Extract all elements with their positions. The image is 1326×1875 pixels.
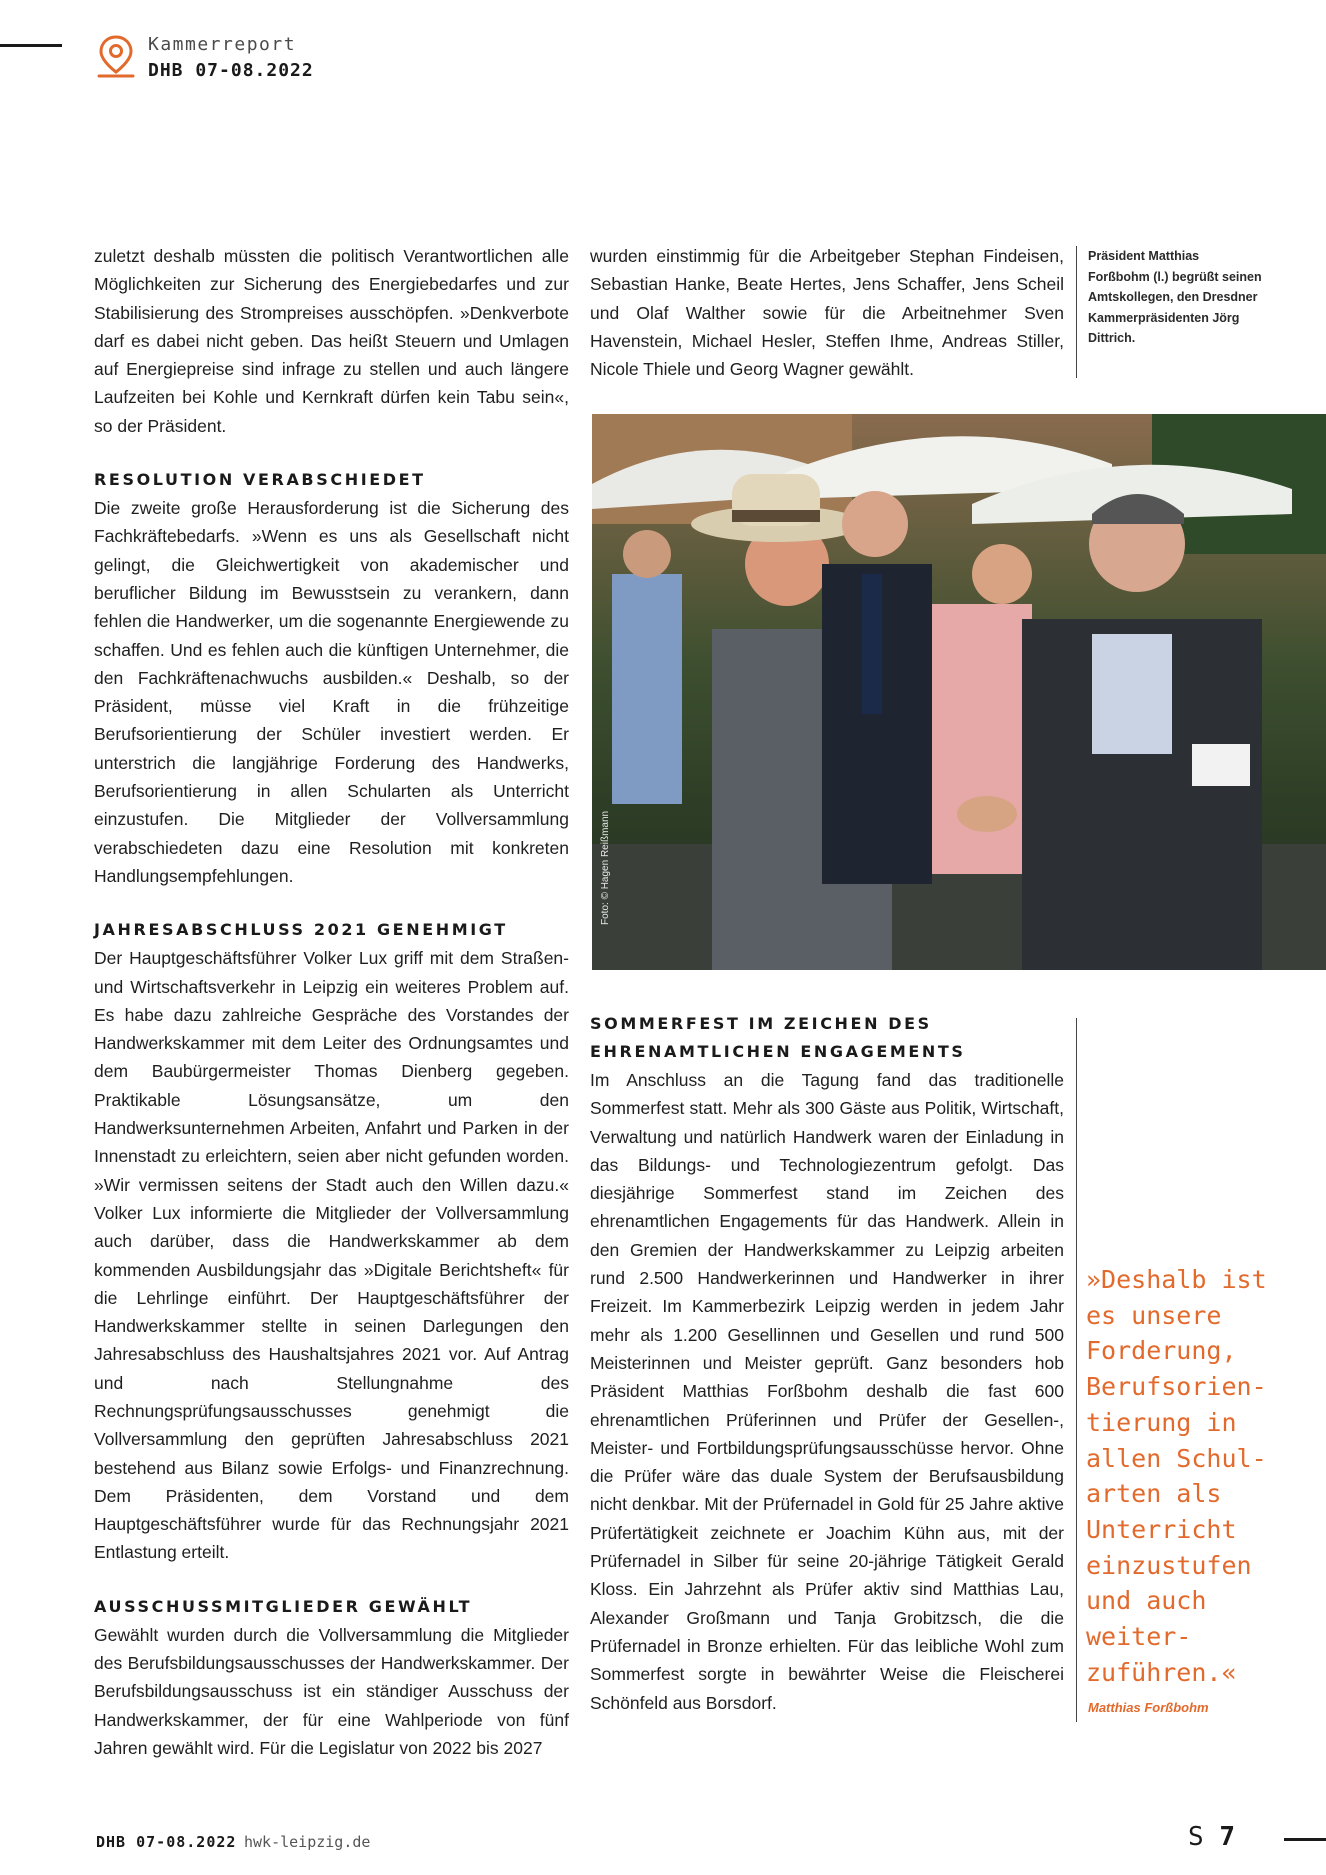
section-text-resolution: Die zweite große Herausforderung ist die Sicherung des Fachkräftebedarfs. »Wenn es uns als Gesellschaft nicht gelingt, die Gleichwertigkeit von akademischer und beruflicher Bildung im Bewusstsein zu verankern, dann fehlen die Handwerker, um die sogenannte Energiewende zu schaffen. Und es fehlen auch die künftigen Unternehmer, die den Fachkräftenachwuchs ausbilden.« Deshalb, so der Präsident, müsse viel Kraft in die frühzeitige Berufsorientierung der Schüler investiert werden. Er unterstrich die langjährige Forderung des Handwerks, Berufsorientierung in allen Schularten als Unterricht einzustufen. Die Mitglieder der Vollversammlung verabschiedeten dazu eine Resolution mit konkreten Handlungsempfehlungen. [94, 498, 569, 886]
article-column-2-bottom [590, 1010, 1064, 1717]
pull-quote: »Deshalb ist es unsere Forderung, Berufsorien-tierung in allen Schul-arten als Unterricht einzustufen und auch weiter-zuführen.« [1086, 1265, 1267, 1687]
photo-illustration [592, 414, 1326, 970]
footer-issue: DHB 07-08.2022 [96, 1833, 237, 1851]
section-heading-sommerfest-line2: EHRENAMTLICHEN ENGAGEMENTS [590, 1042, 966, 1061]
section-text-ausschuss: Gewählt wurden durch die Vollversammlung die Mitglieder des Berufsbildungsausschusses der Handwerkskammer. Der Berufsbildungsausschuss ist ein ständiger Ausschuss der Handwerkskammer, der für eine Wahlperiode von fünf Jahren gewählt wird. Für die Legislatur von 2022 bis 2027 [94, 1624, 569, 1758]
footer-rule [1284, 1838, 1326, 1841]
section-text-jahresabschluss: Der Hauptgeschäftsführer Volker Lux griff mit dem Straßen- und Wirtschaftsverkehr in Leipzig ein weiteres Problem auf. Es habe dazu zahlreiche Gespräche des Vorstandes der Handwerkskammer mit dem Leiter des Ordnungsamtes und dem Baubürgermeister Thomas Dienberg gegeben. Praktikable Lösungsansätze, um den Handwerksunternehmen Arbeiten, Anfahrt und Parken in der Innenstadt zu erleichtern, seien aber nicht gefunden worden. »Wir vermissen seitens der Stadt auch den Willen dazu.« Volker Lux informierte die Mitglieder der Vollversammlung auch darüber, dass die Handwerkskammer ab dem kommenden Ausbildungsjahr das »Digitale Berichtsheft« für die Lehrlinge einführt. Der Hauptgeschäftsführer der Handwerkskammer stellte in seinen Darlegungen den Jahresabschluss des Haushaltsjahres 2021 vor. Auf Antrag und nach Stellungnahme des Rechnungsprüfungsausschusses genehmigt die Vollversammlung den geprüften Jahresabschluss 2021 bestehend aus Bilanz sowie Erfolgs- und Finanzrechnung. Dem Präsidenten, dem Vorstand und dem Hauptgeschäftsführer wurde für das Rechnungsjahr 2021 Entlastung erteilt. [94, 948, 569, 1563]
event-photo [592, 414, 1326, 970]
section-text-sommerfest: Im Anschluss an die Tagung fand das traditionelle Sommerfest statt. Mehr als 300 Gäste aus Politik, Wirtschaft, Verwaltung und natürlich Handwerk waren der Einladung in das Bildungs- und Technologiezentrum gefolgt. Das diesjährige Sommerfest stand im Zeichen des ehrenamtlichen Engagements für das Handwerk. Allein in den Gremien der Handwerkskammer zu Leipzig arbeiten rund 2.500 Handwerkerinnen und Handwerker in ihrer Freizeit. Im Kammerbezirk Leipzig werden in jedem Jahr mehr als 1.200 Gesellinnen und Gesellen und rund 500 Meisterinnen und Meister geprüft. Ganz besonders hob Präsident Matthias Forßbohm deshalb die fast 600 ehrenamtlichen Prüferinnen und Prüfer der Gesellen-, Meister- und Fortbildungsprüfungsausschüsse hervor. Ohne die Prüfer wäre das duale System der Berufsausbildung nicht denkbar. Mit der Prüfernadel in Gold für 25 Jahre aktive Prüfertätigkeit zeichnete er Joachim Kühn aus, mit der Prüfernadel in Silber für seine 20-jährige Tätigkeit Gerald Kloss. Ein Jahrzehnt als Prüfer aktiv sind Matthias Lau, Alexander Großmann und Tanja Grobitzsch, die die Prüfernadel in Bronze erhielten. Für das leibliche Wohl zum Sommerfest sorgte in bewährter Weise die Fleischerei Schönfeld aus Borsdorf. [590, 1070, 1064, 1713]
page-prefix: S [1188, 1822, 1204, 1852]
caption-divider [1076, 246, 1077, 378]
pull-quote-author: Matthias Forßbohm [1088, 1700, 1209, 1715]
header-rule [0, 44, 62, 47]
article-column-2-top [590, 242, 1064, 383]
header-kicker: Kammerreport [148, 34, 297, 55]
photo-caption: Präsident Matthias Forßbohm (l.) begrüßt seinen Amtskollegen, den Dresdner Kammerpräsidenten Jörg Dittrich. [1088, 249, 1262, 345]
section-heading-resolution: RESOLUTION VERABSCHIEDET [94, 470, 426, 490]
section-heading-ausschuss: AUSSCHUSSMITGLIEDER GEWÄHLT [94, 1596, 473, 1616]
column-2-intro: wurden einstimmig für die Arbeitgeber Stephan Findeisen, Sebastian Hanke, Beate Hertes, Jens Schaffer, Jens Scheil und Olaf Walther sowie für die Arbeitnehmer Sven Havenstein, Michael Hesler, Steffen Ihme, Andreas Stiller, Nicole Thiele und Georg Wagner gewählt. [590, 246, 1064, 380]
photo-credit: Foto: © Hagen Reißmann [600, 810, 611, 925]
column-1-intro: zuletzt deshalb müssten die politisch Verantwortlichen alle Möglichkeiten zur Sicherung des Energiebedarfes und zur Stabilisierung des Strompreises ausschöpfen. »Denkverbote darf es dabei nicht geben. Das heißt Steuern und Umlagen auf Energiepreise sind infrage zu stellen und auch längere Laufzeiten bei Kohle und Kernkraft dürfen kein Tabu sein«, so der Präsident. [94, 246, 569, 436]
header-issue: DHB 07-08.2022 [148, 60, 314, 81]
section-heading-sommerfest-line1: SOMMERFEST IM ZEICHEN DES [590, 1014, 932, 1033]
article-column-1 [94, 242, 569, 1762]
page-number [1188, 1822, 1235, 1852]
quote-divider [1076, 1018, 1077, 1722]
location-pin-icon [96, 34, 136, 80]
page-number-value: 7 [1219, 1822, 1235, 1852]
footer-url: hwk-leipzig.de [244, 1833, 371, 1851]
section-heading-jahresabschluss: JAHRESABSCHLUSS 2021 GENEHMIGT [94, 920, 508, 940]
